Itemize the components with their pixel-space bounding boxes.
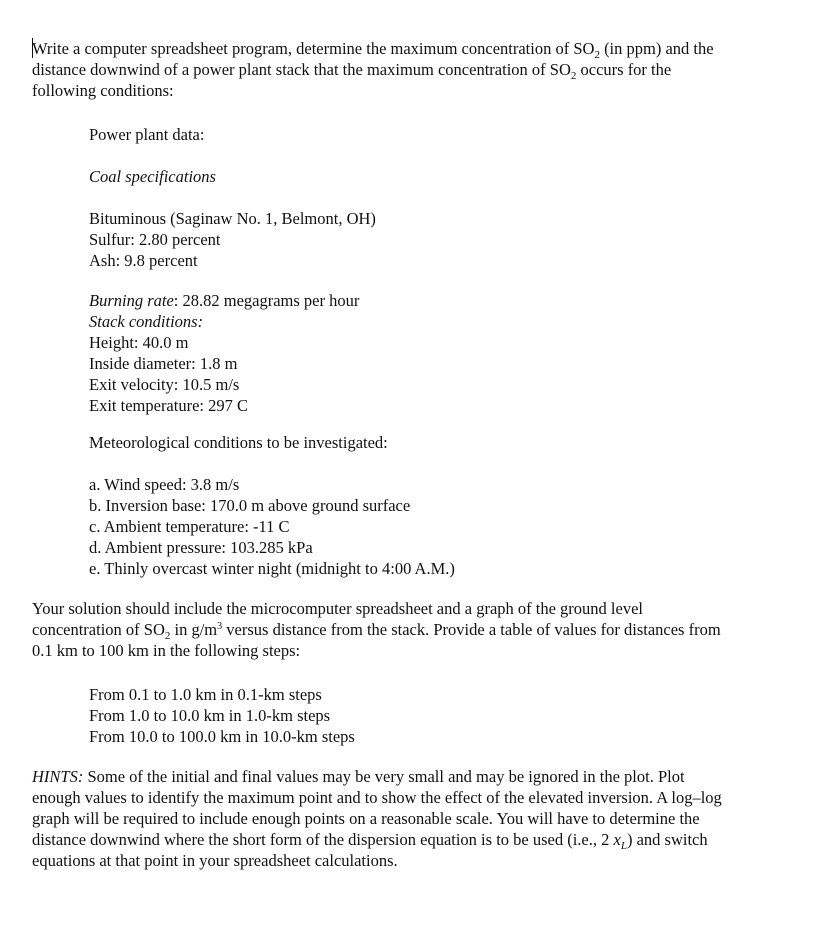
list-item: e. Thinly overcast winter night (midnight to 4:00 A.M.): [89, 559, 455, 578]
hints-line: graph will be required to include enough points on a reasonable scale. You will have to determine the: [32, 809, 700, 828]
exit-temperature: Exit temperature: 297 C: [89, 396, 248, 415]
list-item: d. Ambient pressure: 103.285 kPa: [89, 538, 313, 557]
hints-line: equations at that point in your spreadsheet calculations.: [32, 851, 398, 870]
burning-rate: Burning rate: 28.82 megagrams per hour: [89, 291, 360, 310]
hints-line: HINTS: Some of the initial and final values may be very small and may be ignored in the plot. Plot: [32, 767, 685, 786]
stack-conditions-heading: Stack conditions:: [89, 312, 204, 331]
solution-line: 0.1 km to 100 km in the following steps:: [32, 641, 301, 660]
intro-line: Write a computer spreadsheet program, determine the maximum concentration of $SO_2$ (in ppm) and the: [32, 39, 714, 61]
hints-label: HINTS:: [32, 767, 84, 786]
hints-line: enough values to identify the maximum point and to show the effect of the elevated inversion. A log–log: [32, 788, 722, 807]
solution-line: concentration of $SO_2$ in $g/m^3$ versus distance from the stack. Provide a table of values for distances from: [32, 620, 721, 642]
list-item: b. Inversion base: 170.0 m above ground surface: [89, 496, 411, 515]
coal-type: Bituminous (Saginaw No. 1, Belmont, OH): [89, 209, 376, 228]
coal-specifications-heading: Coal specifications: [89, 167, 216, 186]
steps-list: [89, 684, 786, 747]
intro-paragraph: [32, 38, 786, 101]
intro-line: following conditions:: [32, 81, 174, 100]
hints-paragraph: [32, 766, 786, 871]
solution-line: Your solution should include the microcomputer spreadsheet and a graph of the ground level: [32, 599, 643, 618]
sulfur-content: Sulfur: 2.80 percent: [89, 230, 221, 249]
list-item: c. Ambient temperature: -11 C: [89, 517, 290, 536]
stack-conditions: [89, 290, 786, 416]
list-item: From 10.0 to 100.0 km in 10.0-km steps: [89, 727, 355, 746]
exit-velocity: Exit velocity: 10.5 m/s: [89, 375, 240, 394]
stack-diameter: Inside diameter: 1.8 m: [89, 354, 238, 373]
meteorology-list: [89, 474, 786, 579]
list-item: From 0.1 to 1.0 km in 0.1-km steps: [89, 685, 322, 704]
meteorology-heading: Meteorological conditions to be investigated:: [89, 433, 388, 452]
intro-line: distance downwind of a power plant stack that the maximum concentration of $SO_2$ occurs for the: [32, 60, 672, 82]
coal-specifications: [89, 208, 786, 271]
power-plant-heading: Power plant data:: [89, 125, 205, 144]
list-item: a. Wind speed: 3.8 m/s: [89, 475, 240, 494]
hints-line: distance downwind where the short form of the dispersion equation is to be used (i.e., 2 $x_L$) and switch: [32, 830, 708, 852]
stack-height: Height: 40.0 m: [89, 333, 189, 352]
ash-content: Ash: 9.8 percent: [89, 251, 198, 270]
list-item: From 1.0 to 10.0 km in 1.0-km steps: [89, 706, 331, 725]
solution-paragraph: [32, 598, 786, 661]
